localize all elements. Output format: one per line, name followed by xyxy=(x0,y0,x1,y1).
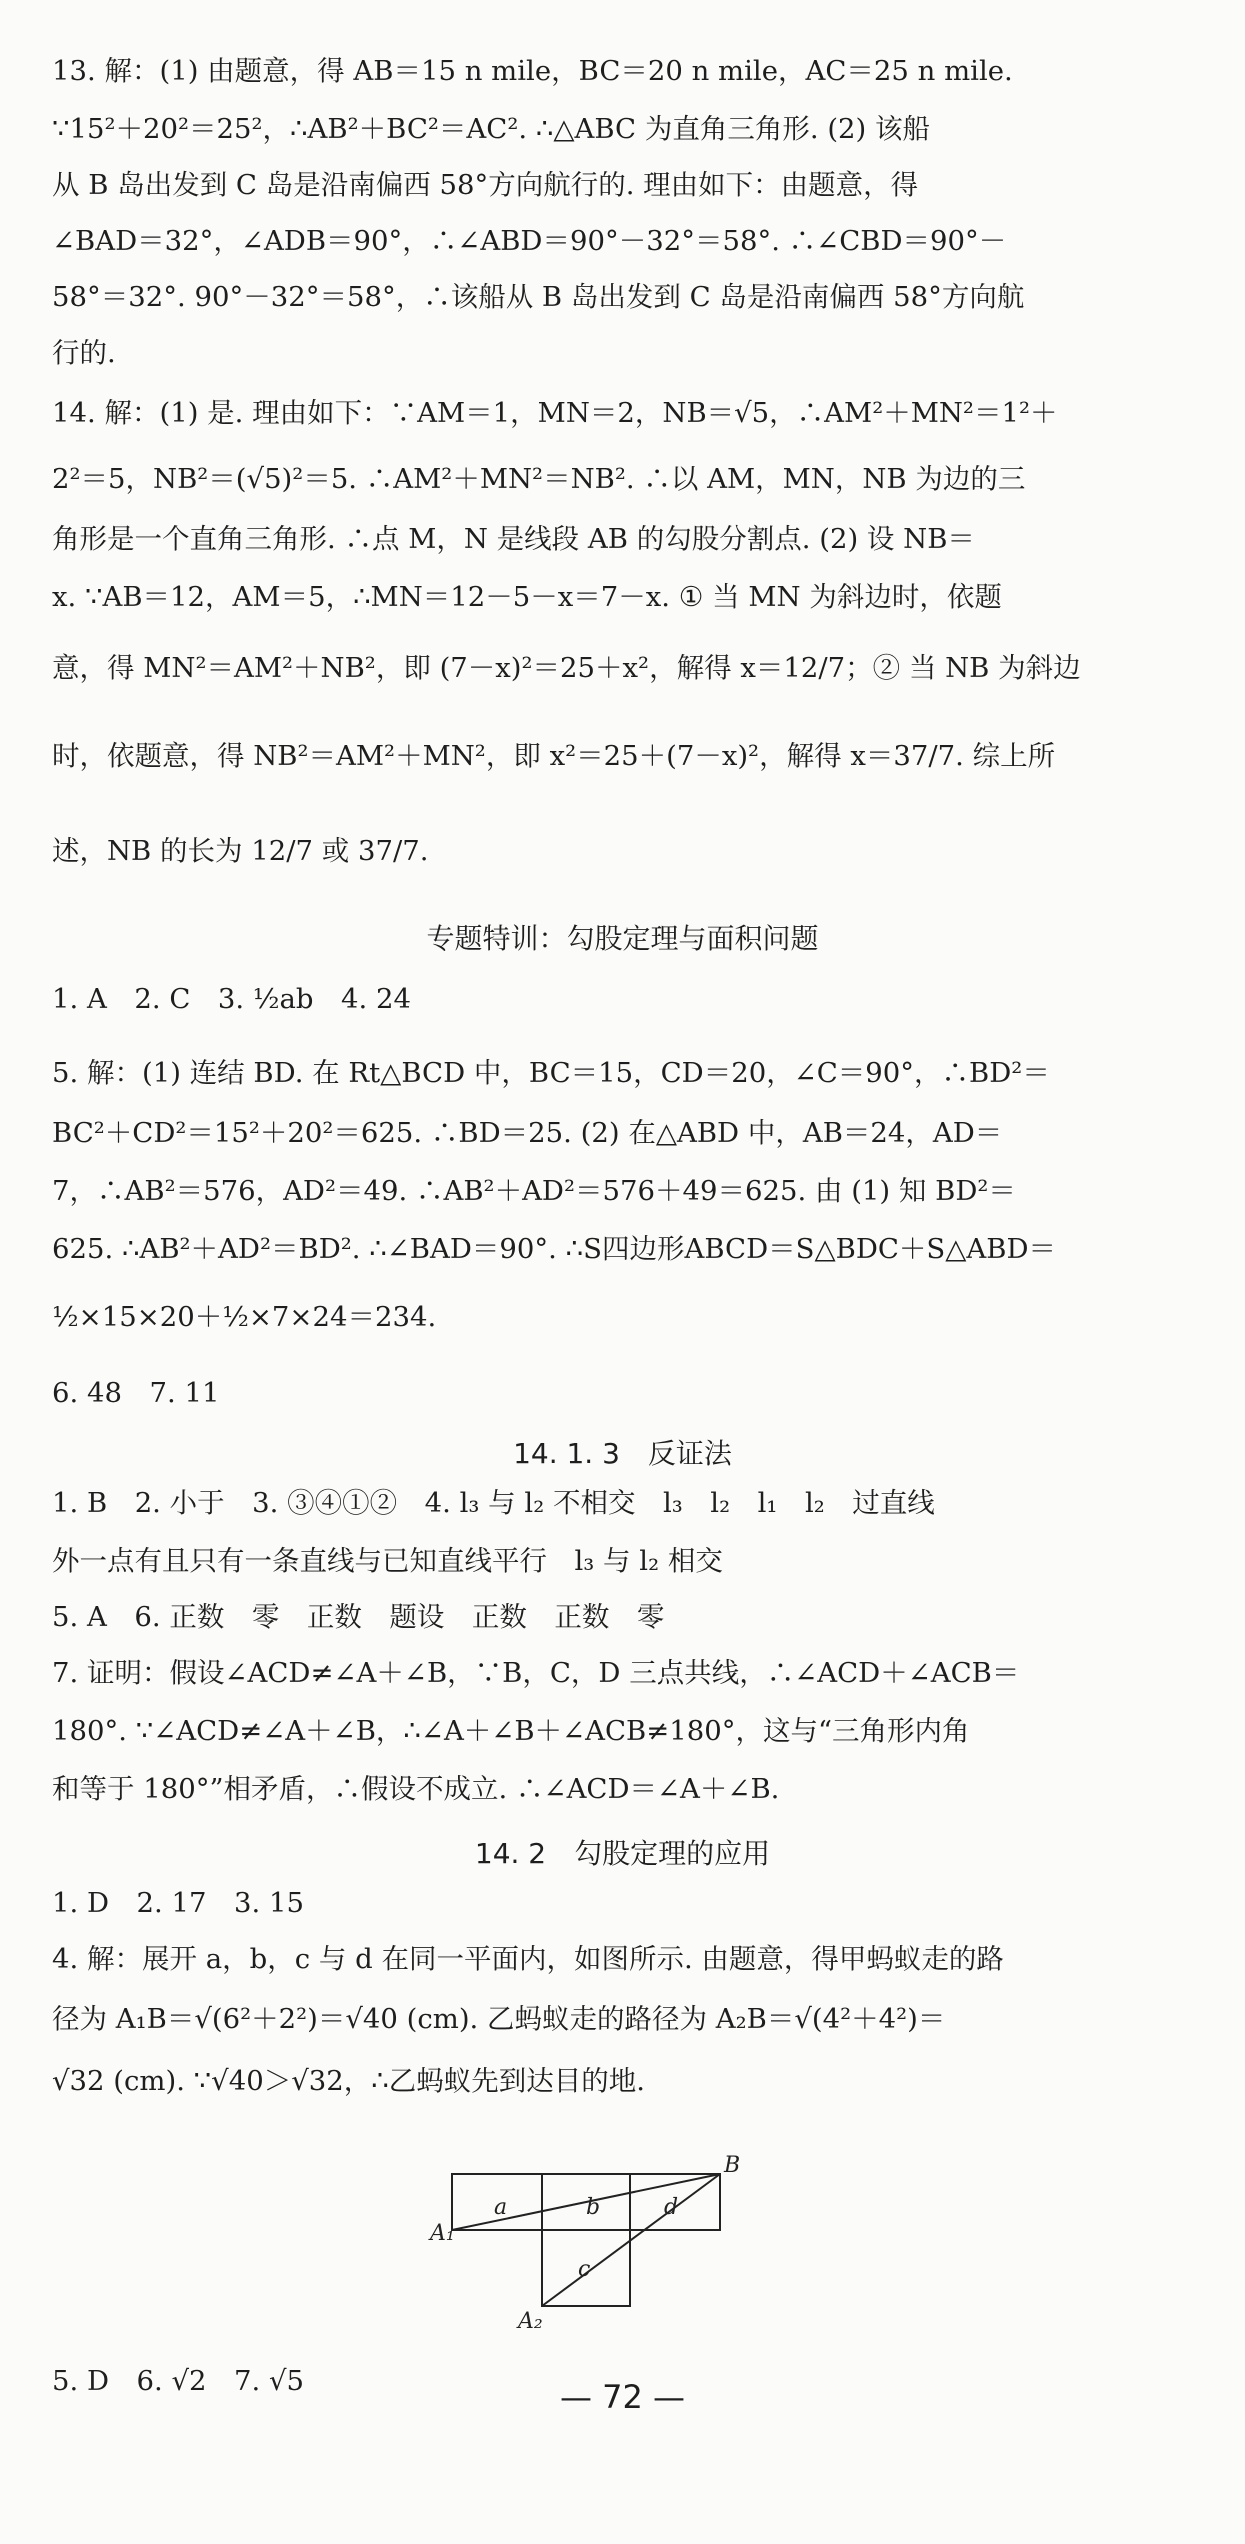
text-line: 1. A 2. C 3. ½ab 4. 24 xyxy=(52,983,411,1015)
section-heading: 14. 1. 3 反证法 xyxy=(513,1437,732,1470)
text-line: 4. 解：展开 a，b，c 与 d 在同一平面内，如图所示. 由题意，得甲蚂蚁走的路 xyxy=(52,1943,1004,1975)
label-a: a xyxy=(494,2195,508,2220)
page-number: — 72 — xyxy=(559,2378,686,2416)
label-b: b xyxy=(586,2195,601,2220)
text-line: √32 (cm). ∵√40＞√32，∴乙蚂蚁先到达目的地. xyxy=(52,2065,645,2097)
text-line: 7，∴AB²＝576，AD²＝49. ∴AB²＋AD²＝576＋49＝625. 由 (1) 知 BD²＝ xyxy=(52,1175,1016,1207)
text-line: 径为 A₁B＝√(6²＋2²)＝√40 (cm). 乙蚂蚁走的路径为 A₂B＝√(4²＋4²)＝ xyxy=(52,2003,946,2035)
label-c: c xyxy=(578,2257,591,2282)
label-a1: A₁ xyxy=(430,2221,455,2246)
text-line: 1. B 2. 小于 3. ③④①② 4. l₃ 与 l₂ 不相交 l₃ l₂ l₁ l₂ 过直线 xyxy=(52,1487,935,1519)
text-line: 角形是一个直角三角形. ∴点 M，N 是线段 AB 的勾股分割点. (2) 设 NB＝ xyxy=(52,523,975,555)
text-line: 14. 解：(1) 是. 理由如下：∵AM＝1，MN＝2，NB＝√5，∴AM²＋MN²＝1²＋ xyxy=(52,397,1058,429)
text-line: 5. 解：(1) 连结 BD. 在 Rt△BCD 中，BC＝15，CD＝20，∠C＝90°，∴BD²＝ xyxy=(52,1057,1050,1089)
text-line: 时，依题意，得 NB²＝AM²＋MN²，即 x²＝25＋(7－x)²，解得 x＝37/7. 综上所 xyxy=(52,740,1056,772)
text-line: 13. 解：(1) 由题意，得 AB＝15 n mile，BC＝20 n mile，AC＝25 n mile. xyxy=(52,55,1013,87)
text-line: 外一点有且只有一条直线与已知直线平行 l₃ 与 l₂ 相交 xyxy=(52,1545,723,1577)
text-line: 6. 48 7. 11 xyxy=(52,1377,220,1409)
section-heading: 专题特训：勾股定理与面积问题 xyxy=(426,922,819,955)
text-line: BC²＋CD²＝15²＋20²＝625. ∴BD＝25. (2) 在△ABD 中，AB＝24，AD＝ xyxy=(52,1117,1003,1149)
text-line: 1. D 2. 17 3. 15 xyxy=(52,1887,304,1919)
label-d: d xyxy=(664,2195,679,2220)
text-line: 5. A 6. 正数 零 正数 题设 正数 正数 零 xyxy=(52,1601,665,1633)
text-line: 180°. ∵∠ACD≠∠A＋∠B，∴∠A＋∠B＋∠ACB≠180°，这与“三角形内角 xyxy=(52,1715,970,1747)
text-line: 从 B 岛出发到 C 岛是沿南偏西 58°方向航行的. 理由如下：由题意，得 xyxy=(52,169,919,201)
label-b-point: B xyxy=(724,2153,740,2178)
text-line: ∠BAD＝32°，∠ADB＝90°，∴∠ABD＝90°－32°＝58°. ∴∠CBD＝90°－ xyxy=(52,225,1007,257)
text-line: 2²＝5，NB²＝(√5)²＝5. ∴AM²＋MN²＝NB². ∴以 AM，MN，NB 为边的三 xyxy=(52,463,1026,495)
text-line: 和等于 180°”相矛盾，∴假设不成立. ∴∠ACD＝∠A＋∠B. xyxy=(52,1773,780,1805)
label-a2: A₂ xyxy=(518,2309,543,2334)
text-line: ∵15²＋20²＝25²，∴AB²＋BC²＝AC². ∴△ABC 为直角三角形. (2) 该船 xyxy=(52,113,931,145)
text-line: x. ∵AB＝12，AM＝5，∴MN＝12－5－x＝7－x. ① 当 MN 为斜边时，依题 xyxy=(52,581,1002,613)
text-line: 意，得 MN²＝AM²＋NB²，即 (7－x)²＝25＋x²，解得 x＝12/7；② 当 NB 为斜边 xyxy=(52,652,1081,684)
unfolded-box-figure xyxy=(410,2128,740,2345)
section-heading: 14. 2 勾股定理的应用 xyxy=(474,1837,771,1870)
text-line: 行的. xyxy=(52,337,116,369)
text-line: ½×15×20＋½×7×24＝234. xyxy=(52,1301,437,1333)
text-line: 5. D 6. √2 7. √5 xyxy=(52,2365,305,2397)
text-line: 625. ∴AB²＋AD²＝BD². ∴∠BAD＝90°. ∴S四边形ABCD＝S△BDC＋S△ABD＝ xyxy=(52,1233,1057,1265)
text-line: 58°＝32°. 90°－32°＝58°，∴该船从 B 岛出发到 C 岛是沿南偏西 58°方向航 xyxy=(52,281,1025,313)
text-line: 7. 证明：假设∠ACD≠∠A＋∠B，∵B，C，D 三点共线，∴∠ACD＋∠ACB＝ xyxy=(52,1657,1020,1689)
text-line: 述，NB 的长为 12/7 或 37/7. xyxy=(52,835,429,867)
figure-svg xyxy=(410,2128,740,2338)
